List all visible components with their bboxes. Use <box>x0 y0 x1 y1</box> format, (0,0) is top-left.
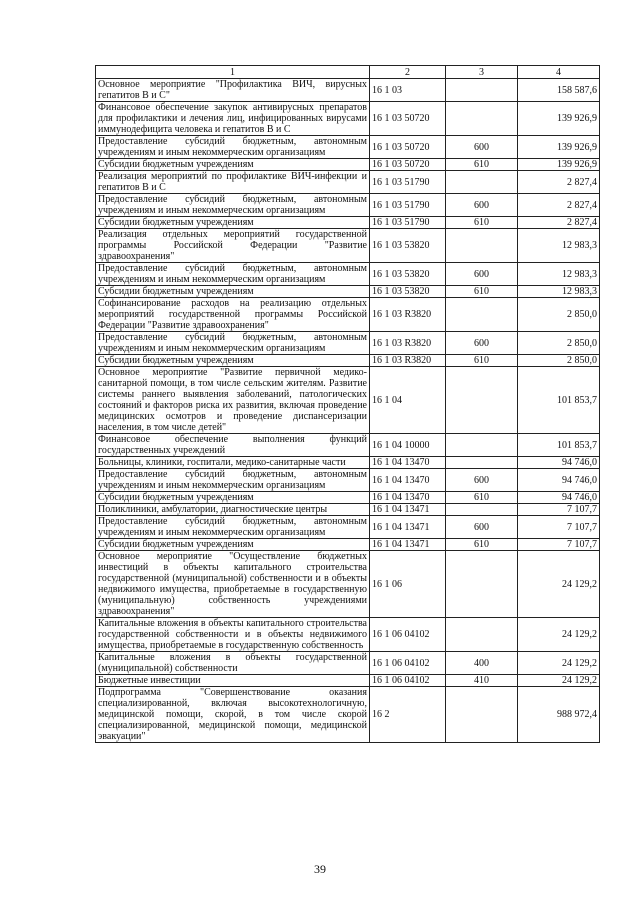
table-row <box>96 516 600 539</box>
row-name-cell: Субсидии бюджетным учреждениям <box>96 492 370 504</box>
row-type-cell: 610 <box>446 286 518 298</box>
table-row <box>96 492 600 504</box>
row-name-cell: Финансовое обеспечение закупок антивирусных препаратов для профилактики и лечения лиц, инфицированных вирусами иммунодефицита человека и гепатитов В и С <box>96 102 370 136</box>
table-row <box>96 159 600 171</box>
row-code-cell: 16 1 03 53820 <box>370 229 446 263</box>
table-row <box>96 136 600 159</box>
row-type-cell: 610 <box>446 492 518 504</box>
row-type-cell: 400 <box>446 652 518 675</box>
table-row <box>96 217 600 229</box>
row-type-cell <box>446 229 518 263</box>
row-name-cell: Предоставление субсидий бюджетным, автономным учреждениям и иным некоммерческим организациям <box>96 332 370 355</box>
row-sum-cell: 2 850,0 <box>518 332 600 355</box>
row-code-cell: 16 1 06 04102 <box>370 652 446 675</box>
row-type-cell: 610 <box>446 217 518 229</box>
table-row <box>96 434 600 457</box>
row-sum-cell: 12 983,3 <box>518 263 600 286</box>
row-type-cell <box>446 457 518 469</box>
table-row <box>96 229 600 263</box>
row-code-cell: 16 1 03 51790 <box>370 194 446 217</box>
row-type-cell <box>446 79 518 102</box>
row-code-cell: 16 1 04 10000 <box>370 434 446 457</box>
table-row <box>96 457 600 469</box>
row-code-cell: 16 1 04 13470 <box>370 469 446 492</box>
header-col-1: 1 <box>96 66 370 79</box>
row-name-cell: Финансовое обеспечение выполнения функций государственных учреждений <box>96 434 370 457</box>
header-col-4: 4 <box>518 66 600 79</box>
row-sum-cell: 24 129,2 <box>518 652 600 675</box>
row-code-cell: 16 1 04 13471 <box>370 539 446 551</box>
table-row <box>96 263 600 286</box>
row-name-cell: Предоставление субсидий бюджетным, автономным учреждениям и иным некоммерческим организациям <box>96 516 370 539</box>
row-type-cell <box>446 551 518 618</box>
row-code-cell: 16 1 04 13470 <box>370 457 446 469</box>
row-code-cell: 16 1 03 50720 <box>370 102 446 136</box>
row-name-cell: Основное мероприятие "Осуществление бюджетных инвестиций в объекты капитального строительства государственной (муниципальной) собственности и в объекты недвижимого имущества, приобретаемые в государственную (муниципальную) собственность учреждениями здравоохранения" <box>96 551 370 618</box>
row-type-cell: 410 <box>446 675 518 687</box>
row-sum-cell: 139 926,9 <box>518 159 600 171</box>
header-col-2: 2 <box>370 66 446 79</box>
row-type-cell: 610 <box>446 539 518 551</box>
row-sum-cell: 2 827,4 <box>518 171 600 194</box>
row-code-cell: 16 1 06 <box>370 551 446 618</box>
row-name-cell: Реализация мероприятий по профилактике ВИЧ-инфекции и гепатитов В и С <box>96 171 370 194</box>
row-name-cell: Предоставление субсидий бюджетным, автономным учреждениям и иным некоммерческим организациям <box>96 469 370 492</box>
row-name-cell: Больницы, клиники, госпитали, медико-санитарные части <box>96 457 370 469</box>
row-sum-cell: 7 107,7 <box>518 539 600 551</box>
table-row <box>96 618 600 652</box>
row-name-cell: Поликлиники, амбулатории, диагностические центры <box>96 504 370 516</box>
row-name-cell: Реализация отдельных мероприятий государственной программы Российской Федерации "Развитие здравоохранения" <box>96 229 370 263</box>
row-type-cell: 600 <box>446 263 518 286</box>
row-code-cell: 16 1 04 13471 <box>370 504 446 516</box>
row-type-cell: 610 <box>446 355 518 367</box>
table-row <box>96 355 600 367</box>
row-type-cell: 600 <box>446 136 518 159</box>
row-sum-cell: 94 746,0 <box>518 469 600 492</box>
row-sum-cell: 2 850,0 <box>518 355 600 367</box>
table-row <box>96 332 600 355</box>
row-code-cell: 16 1 03 50720 <box>370 136 446 159</box>
table-row <box>96 298 600 332</box>
header-col-3: 3 <box>446 66 518 79</box>
row-sum-cell: 7 107,7 <box>518 516 600 539</box>
row-name-cell: Предоставление субсидий бюджетным, автономным учреждениям и иным некоммерческим организациям <box>96 263 370 286</box>
row-code-cell: 16 1 03 R3820 <box>370 332 446 355</box>
row-code-cell: 16 1 03 50720 <box>370 159 446 171</box>
row-type-cell: 600 <box>446 332 518 355</box>
row-code-cell: 16 2 <box>370 687 446 743</box>
row-name-cell: Субсидии бюджетным учреждениям <box>96 159 370 171</box>
table-row <box>96 469 600 492</box>
table-row <box>96 551 600 618</box>
row-sum-cell: 7 107,7 <box>518 504 600 516</box>
row-code-cell: 16 1 04 <box>370 367 446 434</box>
row-type-cell <box>446 298 518 332</box>
table-body <box>96 79 600 743</box>
row-type-cell <box>446 367 518 434</box>
row-name-cell: Основное мероприятие "Развитие первичной медико-санитарной помощи, в том числе сельским жителям. Развитие системы раннего выявления заболеваний, патологических состояний и факторов риска их развития, включая проведение медицинских осмотров и проведение диспансеризации населения, в том числе детей" <box>96 367 370 434</box>
table-row <box>96 194 600 217</box>
row-type-cell <box>446 102 518 136</box>
row-sum-cell: 139 926,9 <box>518 102 600 136</box>
row-name-cell: Бюджетные инвестиции <box>96 675 370 687</box>
row-type-cell <box>446 618 518 652</box>
row-name-cell: Субсидии бюджетным учреждениям <box>96 286 370 298</box>
row-sum-cell: 12 983,3 <box>518 286 600 298</box>
row-type-cell <box>446 687 518 743</box>
row-code-cell: 16 1 03 R3820 <box>370 355 446 367</box>
table-row <box>96 687 600 743</box>
table-row <box>96 79 600 102</box>
row-name-cell: Субсидии бюджетным учреждениям <box>96 355 370 367</box>
row-sum-cell: 988 972,4 <box>518 687 600 743</box>
row-type-cell: 600 <box>446 194 518 217</box>
row-sum-cell: 2 827,4 <box>518 194 600 217</box>
row-sum-cell: 12 983,3 <box>518 229 600 263</box>
row-sum-cell: 101 853,7 <box>518 367 600 434</box>
budget-table <box>95 65 600 743</box>
table-row <box>96 102 600 136</box>
row-name-cell: Софинансирование расходов на реализацию отдельных мероприятий государственной программы Российской Федерации "Развитие здравоохранения" <box>96 298 370 332</box>
row-sum-cell: 24 129,2 <box>518 551 600 618</box>
table-row <box>96 675 600 687</box>
row-type-cell <box>446 171 518 194</box>
row-code-cell: 16 1 03 R3820 <box>370 298 446 332</box>
row-name-cell: Предоставление субсидий бюджетным, автономным учреждениям и иным некоммерческим организациям <box>96 194 370 217</box>
row-type-cell <box>446 504 518 516</box>
table-row <box>96 652 600 675</box>
row-name-cell: Подпрограмма "Совершенствование оказания специализированной, включая высокотехнологичную, медицинской помощи, скорой, в том числе скорой специализированной, медицинской помощи, медицинской эвакуации" <box>96 687 370 743</box>
table-row <box>96 286 600 298</box>
row-code-cell: 16 1 03 53820 <box>370 286 446 298</box>
row-code-cell: 16 1 03 51790 <box>370 217 446 229</box>
row-name-cell: Основное мероприятие "Профилактика ВИЧ, вирусных гепатитов В и С" <box>96 79 370 102</box>
table-row <box>96 367 600 434</box>
row-code-cell: 16 1 06 04102 <box>370 675 446 687</box>
row-type-cell: 600 <box>446 469 518 492</box>
row-sum-cell: 158 587,6 <box>518 79 600 102</box>
row-code-cell: 16 1 03 51790 <box>370 171 446 194</box>
row-type-cell: 600 <box>446 516 518 539</box>
row-name-cell: Субсидии бюджетным учреждениям <box>96 217 370 229</box>
table-header-row <box>96 66 600 79</box>
row-sum-cell: 24 129,2 <box>518 618 600 652</box>
row-name-cell: Субсидии бюджетным учреждениям <box>96 539 370 551</box>
row-sum-cell: 101 853,7 <box>518 434 600 457</box>
row-name-cell: Капитальные вложения в объекты государственной (муниципальной) собственности <box>96 652 370 675</box>
row-sum-cell: 2 850,0 <box>518 298 600 332</box>
row-sum-cell: 24 129,2 <box>518 675 600 687</box>
page-number: 39 <box>314 862 326 876</box>
row-type-cell <box>446 434 518 457</box>
row-name-cell: Капитальные вложения в объекты капитального строительства государственной собственности и в объекты недвижимого имущества, приобретаемые в государственную собственность <box>96 618 370 652</box>
table-row <box>96 504 600 516</box>
row-name-cell: Предоставление субсидий бюджетным, автономным учреждениям и иным некоммерческим организациям <box>96 136 370 159</box>
row-sum-cell: 94 746,0 <box>518 492 600 504</box>
row-code-cell: 16 1 06 04102 <box>370 618 446 652</box>
row-code-cell: 16 1 03 53820 <box>370 263 446 286</box>
row-sum-cell: 139 926,9 <box>518 136 600 159</box>
row-code-cell: 16 1 04 13470 <box>370 492 446 504</box>
row-code-cell: 16 1 03 <box>370 79 446 102</box>
row-sum-cell: 94 746,0 <box>518 457 600 469</box>
row-sum-cell: 2 827,4 <box>518 217 600 229</box>
row-type-cell: 610 <box>446 159 518 171</box>
table-row <box>96 539 600 551</box>
table-row <box>96 171 600 194</box>
row-code-cell: 16 1 04 13471 <box>370 516 446 539</box>
